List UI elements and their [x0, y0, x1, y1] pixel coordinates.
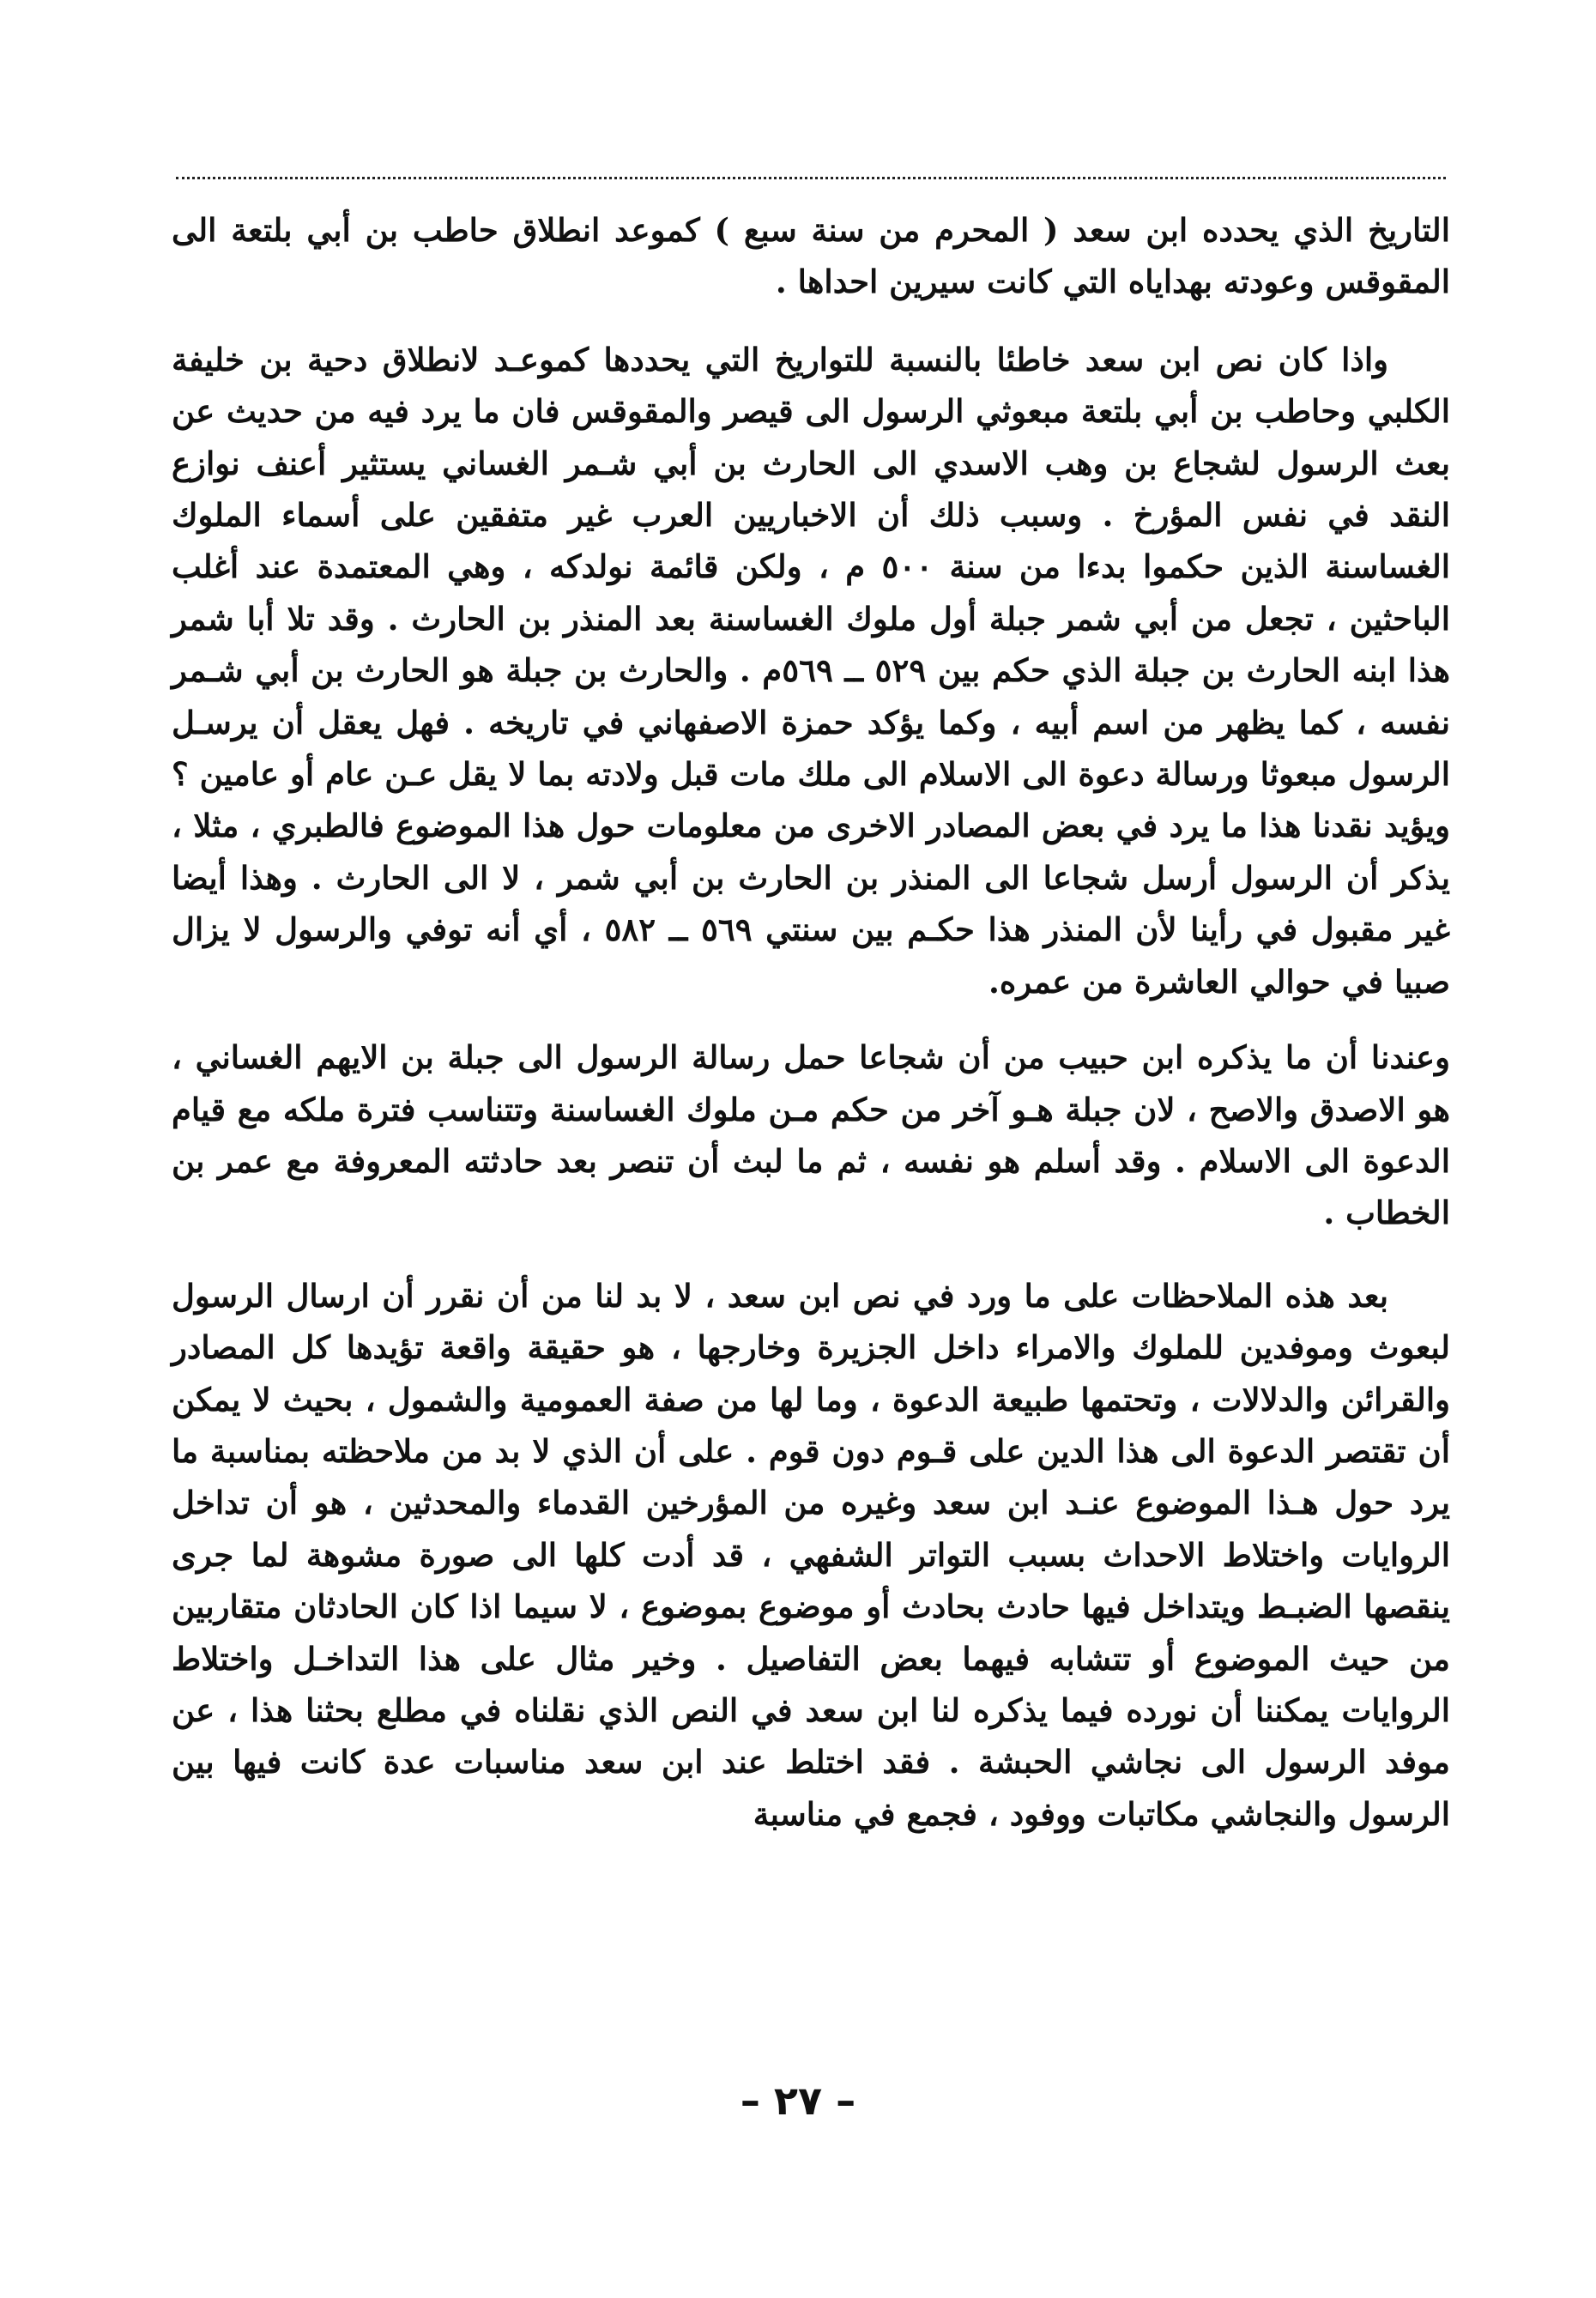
dotted-separator: [176, 177, 1446, 179]
paragraph-2: واذا كان نص ابن سعد خاطئا بالنسبة للتواريخ التي يحددها كموعـد لانطلاق دحية بن خليفة الكلبي وحاطب بن أبي بلتعة مبعوثي الرسول الى قيصر والمقوقس فان ما يرد فيه من حديث عن بعث الرسول لشجاع بن وهب الاسدي الى الحارث بن أبي شـمر الغساني يستثير أعنف نوازع النقد في نفس المؤرخ . وسبب ذلك أن الاخباريين العرب غير متفقين على أسماء الملوك الغساسنة الذين حكموا بدءا من سنة ٥٠٠ م ، ولكن قائمة نولدكه ، وهي المعتمدة عند أغلب الباحثين ، تجعل من أبي شمر جبلة أول ملوك الغساسنة بعد المنذر بن الحارث . وقد تلا أبا شمر هذا ابنه الحارث بن جبلة الذي حكم بين ٥٢٩ ــ ٥٦٩م . والحارث بن جبلة هو الحارث بن أبي شـمر نفسه ، كما يظهر من اسم أبيه ، وكما يؤكد حمزة الاصفهاني في تاريخه . فهل يعقل أن يرسـل الرسول مبعوثا ورسالة دعوة الى الاسلام الى ملك مات قبل ولادته بما لا يقل عـن عام أو عامين ؟ ويؤيد نقدنا هذا ما يرد في بعض المصادر الاخرى من معلومات حول هذا الموضوع فالطبري ، مثلا ، يذكر أن الرسول أرسل شجاعا الى المنذر بن الحارث بن أبي شمر ، لا الى الحارث . وهذا أيضا غير مقبول في رأينا لأن المنذر هذا حكـم بين سنتي ٥٦٩ ــ ٥٨٢ ، أي أنه توفي والرسول لا يزال صبيا في حوالي العاشرة من عمره.: [172, 340, 1451, 1001]
paragraph-3: وعندنا أن ما يذكره ابن حبيب من أن شجاعا حمل رسالة الرسول الى جبلة بن الايهم الغساني ، هو الاصدق والاصح ، لان جبلة هـو آخر من حكم مـن ملوك الغساسنة وتتناسب فترة ملكه مع قيام الدعوة الى الاسلام . وقد أسلم هو نفسه ، ثم ما لبث أن تنصر بعد حادثته المعروفة مع عمر بن الخطاب .: [172, 1038, 1450, 1232]
page-body-text: [172, 204, 1450, 1840]
paragraph-1: التاريخ الذي يحدده ابن سعد ( المحرم من سنة سبع ) كموعد انطلاق حاطب بن أبي بلتعة الى المقوقس وعودته بهداياه التي كانت سيرين احداها .: [172, 211, 1450, 301]
paragraph-4: بعد هذه الملاحظات على ما ورد في نص ابن سعد ، لا بد لنا من أن نقرر أن ارسال الرسول لبعوث وموفدين للملوك والامراء داخل الجزيرة وخارجها ، هو حقيقة واقعة تؤيدها كل المصادر والقرائن والدلالات ، وتحتمها طبيعة الدعوة ، وما لها من صفة العمومية والشمول ، بحيث لا يمكن أن تقتصر الدعوة الى هذا الدين على قـوم دون قوم . على أن الذي لا بد من ملاحظته بمناسبة ما يرد حول هـذا الموضوع عنـد ابن سعد وغيره من المؤرخين القدماء والمحدثين ، هو أن تداخل الروايات واختلاط الاحداث بسبب التواتر الشفهي ، قد أدت كلها الى صورة مشوهة لما جرى ينقصها الضبـط ويتداخل فيها حادث بحادث أو موضوع بموضوع ، لا سيما اذا كان الحادثان متقاربين من حيث الموضوع أو تتشابه فيهما بعض التفاصيل . وخير مثال على هذا التداخـل واختلاط الروايات يمكننا أن نورده فيما يذكره لنا ابن سعد في النص الذي نقلناه في مطلع بحثنا هذا ، عن موفد الرسول الى نجاشي الحبشة . فقد اختلط عند ابن سعد مناسبات عدة كانت فيها بين الرسول والنجاشي مكاتبات ووفود ، فجمع في مناسبة: [172, 1276, 1450, 1833]
page-number: – ٢٧ –: [740, 2077, 856, 2124]
